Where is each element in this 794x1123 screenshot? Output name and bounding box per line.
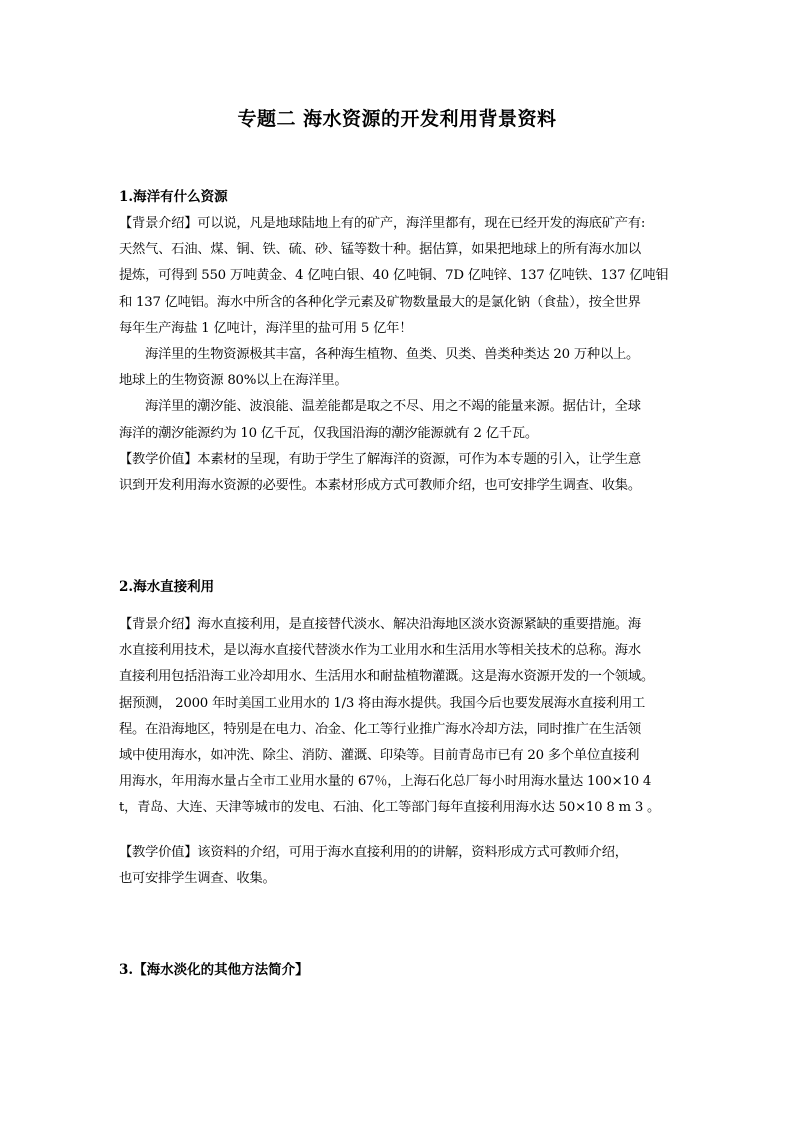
- text-line: 每年生产海盐 1 亿吨计，海洋里的盐可用 5 亿年！: [119, 320, 413, 336]
- text-line: 海洋的潮汐能源约为 10 亿千瓦，仅我国沿海的潮汐能源就有 2 亿千瓦。: [119, 425, 538, 441]
- paragraph-teaching-value: [119, 840, 689, 892]
- text-line: 天然气、石油、煤、铜、铁、硫、砂、锰等数十种。据估算，如果把地球上的所有海水加以: [119, 242, 641, 258]
- text-line: 【背景介绍】可以说，凡是地球陆地上有的矿产，海洋里都有，现在已经开发的海底矿产有:: [119, 216, 646, 231]
- text-line: 和 137 亿吨铝。海水中所含的各种化学元素及矿物数量最大的是氯化钠（食盐），按全世界: [119, 294, 641, 310]
- text-line: 识到开发利用海水资源的必要性。本素材形成方式可教师介绍，也可安排学生调查、收集。: [119, 478, 641, 494]
- text-line: 据预测， 2000 年时美国工业用水的 1/3 将由海水提供。我国今后也要发展海水直接利用工: [119, 695, 646, 711]
- text-line: 海洋里的生物资源极其丰富，各种海生植物、鱼类、贝类、兽类种类达 20 万种以上。: [145, 347, 640, 363]
- section-heading: 1.海洋有什么资源: [119, 189, 228, 205]
- text-line: 程。在沿海地区，特别是在电力、冶金、化工等行业推广海水冷却方法，同时推广在生活领: [119, 721, 641, 737]
- text-line: 【教学价值】本素材的呈现，有助于学生了解海洋的资源，可作为本专题的引入，让学生意: [119, 451, 641, 467]
- section-3: [119, 957, 689, 983]
- text-line: 地球上的生物资源 80%以上在海洋里。: [119, 373, 348, 389]
- text-line: 域中使用海水，如冲洗、除尘、消防、灌溉、印染等。目前青岛市已有 20 多个单位直接利: [119, 748, 640, 764]
- text-line: t，青岛、大连、天津等城市的发电、石油、化工等部门每年直接利用海水达 50×10 8 m 3 。: [119, 800, 661, 816]
- text-line: 直接利用包括沿海工业冷却用水、生活用水和耐盐植物灌溉。这是海水资源开发的一个领域。: [119, 669, 654, 685]
- paragraph-background: [119, 211, 689, 342]
- section-heading: 3.【海水淡化的其他方法简介】: [119, 962, 309, 978]
- text-line: 提炼，可得到 550 万吨黄金、4 亿吨白银、40 亿吨铜、7D 亿吨锌、137 亿吨铁、137 亿吨钼: [119, 268, 669, 284]
- text-line: 用海水，年用海水量占全市工业用水量的 67％，上海石化总厂每小时用海水量达 100×10 4: [119, 774, 652, 790]
- text-line: 水直接利用技术，是以海水直接代替淡水作为工业用水和生活用水等相关技术的总称。海水: [119, 643, 641, 659]
- text-line: 海洋里的潮汐能、波浪能、温差能都是取之不尽、用之不竭的能量来源。据估计，全球: [145, 399, 641, 415]
- paragraph-teaching-value: [119, 447, 689, 499]
- text-line: 也可安排学生调查、收集。: [119, 870, 276, 886]
- text-line: 【教学价值】该资料的介绍，可用于海水直接利用的的讲解，资料形成方式可教师介绍，: [119, 844, 628, 860]
- section-heading: 2.海水直接利用: [119, 579, 215, 595]
- document-title: 专题二 海水资源的开发利用背景资料: [237, 108, 557, 130]
- text-line: 【背景介绍】海水直接利用，是直接替代淡水、解决沿海地区淡水资源紧缺的重要措施。海: [119, 617, 641, 632]
- paragraph-energy: [119, 394, 689, 446]
- section-1: [119, 184, 689, 499]
- section-2: [119, 574, 689, 892]
- paragraph-background: [119, 612, 689, 822]
- paragraph-biology: [119, 342, 689, 394]
